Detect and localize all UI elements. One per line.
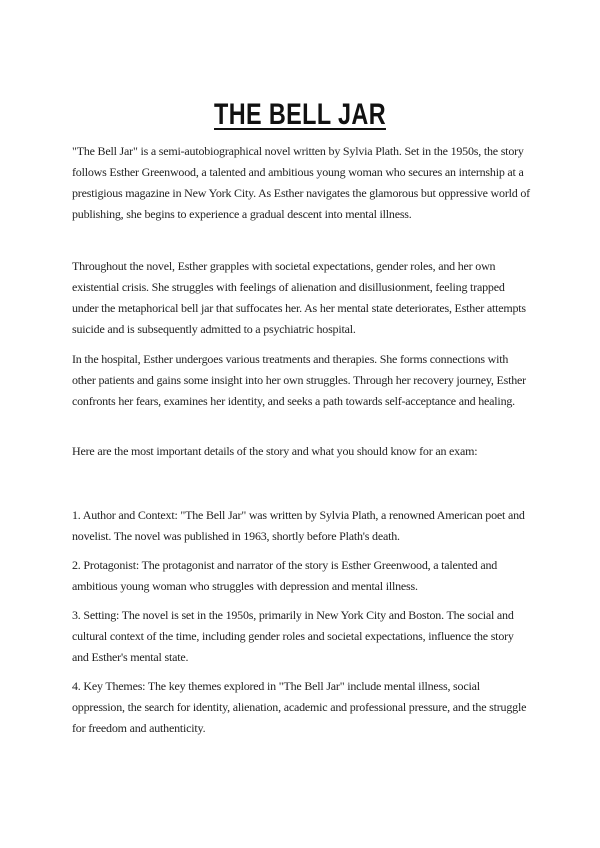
detail-key-themes: 4. Key Themes: The key themes explored in "The Bell Jar" include mental illness, social oppression, the search for identity, alienation, academic and professional pressure, and the struggle for freedom and authenticity. — [72, 679, 527, 735]
intro-paragraph: "The Bell Jar" is a semi-autobiographical novel written by Sylvia Plath. Set in the 1950s, the story follows Esther Greenwood, a talented and ambitious young woman who secures an internship at a prestigious magazine in New York City. As Esther navigates the glamorous but oppressive world of publishing, she begins to experience a gradual descent into mental illness. — [72, 144, 530, 221]
page-title: THE BELL JAR — [214, 98, 386, 132]
detail-protagonist: 2. Protagonist: The protagonist and narrator of the story is Esther Greenwood, a talented and ambitious young woman who struggles with depression and mental illness. — [72, 558, 498, 593]
exam-intro-paragraph: Here are the most important details of the story and what you should know for an exam: — [72, 444, 478, 458]
conflict-paragraph: Throughout the novel, Esther grapples with societal expectations, gender roles, and her own existential crisis. She struggles with feelings of alienation and disillusionment, feeling trapped under the metaphorical bell jar that suffocates her. As her mental state deteriorates, Esther attempts suicide and is subsequently admitted to a psychiatric hospital. — [72, 259, 526, 336]
recovery-paragraph: In the hospital, Esther undergoes various treatments and therapies. She forms connections with other patients and gains some insight into her own struggles. Through her recovery journey, Esther confronts her fears, examines her identity, and seeks a path towards self-acceptance and healing. — [72, 352, 526, 408]
detail-setting: 3. Setting: The novel is set in the 1950s, primarily in New York City and Boston. The social and cultural context of the time, including gender roles and societal expectations, influence the story and Esther's mental state. — [72, 608, 514, 664]
detail-author-context: 1. Author and Context: "The Bell Jar" was written by Sylvia Plath, a renowned American poet and novelist. The novel was published in 1963, shortly before Plath's death. — [72, 508, 525, 543]
